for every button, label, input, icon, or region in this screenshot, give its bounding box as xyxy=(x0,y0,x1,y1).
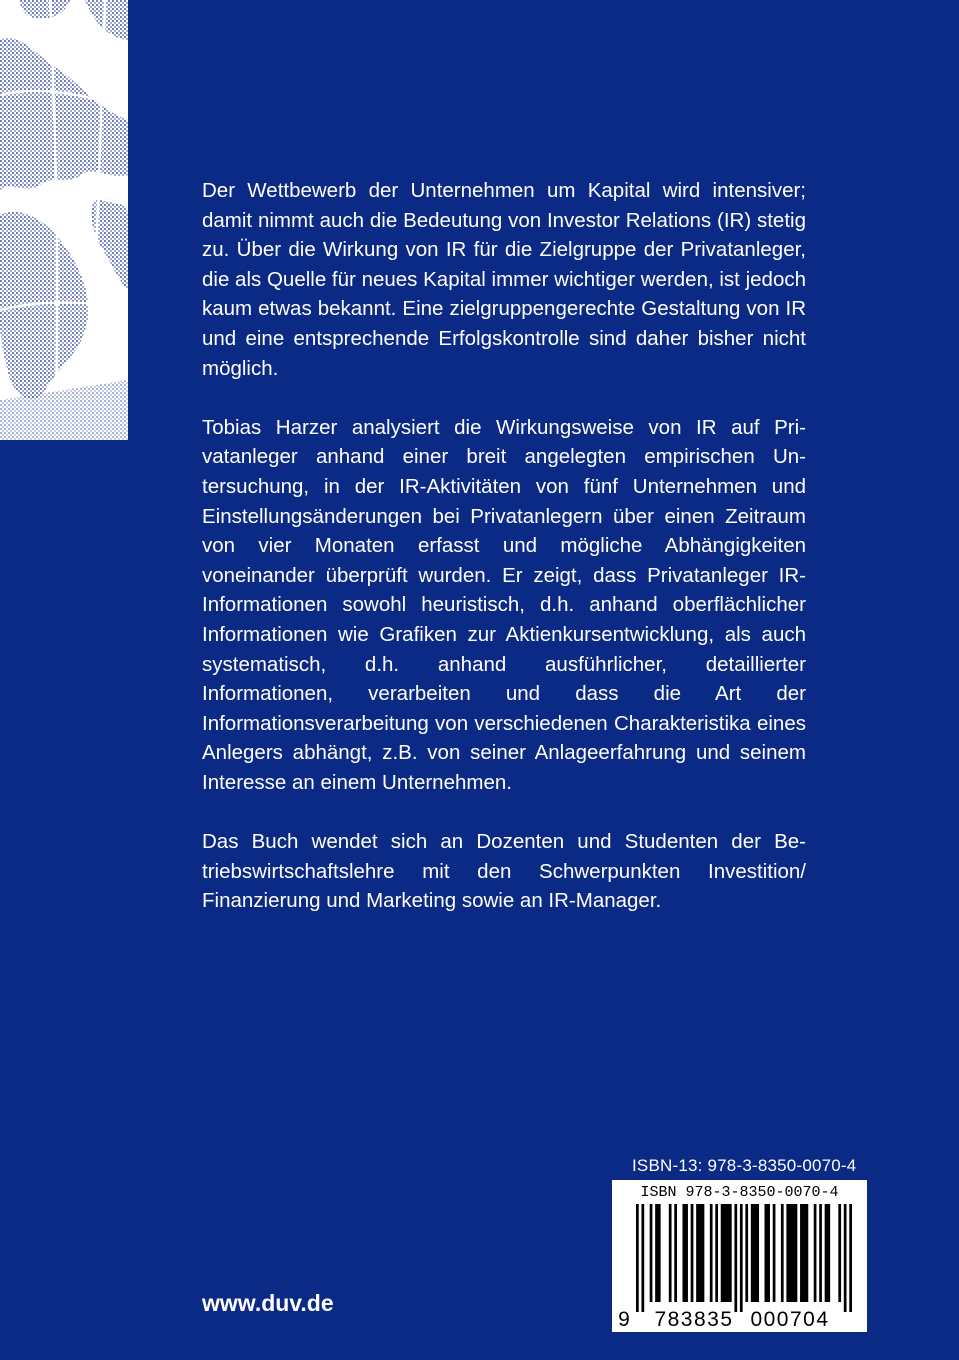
barcode-bar xyxy=(765,1204,770,1302)
barcode-bar xyxy=(655,1204,660,1302)
barcode-bar xyxy=(691,1204,694,1302)
barcode-bar xyxy=(636,1204,639,1312)
barcode-bar xyxy=(844,1204,847,1312)
barcode-bar xyxy=(721,1204,732,1302)
barcode-digits-right: 000704 xyxy=(750,1308,830,1331)
blurb-paragraph-3: Das Buch wendet sich an Dozenten und Studenten der Betriebswirtschaftslehre mit den Schwerpunkten Investition/ Finanzierung und Marketing sowie an IR-Manager. xyxy=(202,830,806,913)
barcode-bar xyxy=(825,1204,830,1302)
barcode-bar xyxy=(641,1204,644,1312)
barcode-bar xyxy=(669,1204,672,1302)
barcode-bar xyxy=(786,1204,797,1302)
barcode-bar xyxy=(819,1204,822,1302)
barcode-bar xyxy=(682,1204,687,1302)
globe-illustration xyxy=(0,0,128,440)
blurb xyxy=(202,176,806,945)
barcode-bar xyxy=(814,1204,817,1302)
blurb-paragraph-2: Tobias Harzer analysiert die Wirkungsweise von IR auf Privatanleger anhand einer breit angelegten empirischen Untersuchung, in der IR-Aktivitäten von fünf Unternehmen und Einstellungsänderungen bei Privatanlegern über einen Zeitraum von vier Monaten erfasst und mögliche Abhängigkeiten voneinander überprüft wurden. Er zeigt, dass Privatanleger IR-Informationen sowohl heuristisch, d.h. anhand oberflächlicher Informationen wie Grafiken zur Aktienkursentwicklung, als auch systematisch, d.h. anhand ausführlicher, detaillierter Informationen, verarbeiten und dass die Art der Informationsverarbeitung von verschiedenen Charakteristika eines Anlegers abhängt, z.B. von seiner Anlageerfahrung und seinem Interesse an einem Unternehmen. xyxy=(202,415,806,794)
barcode-bar xyxy=(838,1204,841,1302)
barcode-bar xyxy=(800,1204,808,1302)
barcode-bar xyxy=(734,1204,737,1312)
barcode-bar xyxy=(745,1204,748,1302)
barcode-bars xyxy=(636,1204,852,1312)
barcode-caption: ISBN 978-3-8350-0070-4 xyxy=(640,1184,839,1201)
barcode-bar xyxy=(773,1204,776,1302)
blurb-paragraph-1: Der Wettbewerb der Unternehmen um Kapital wird intensiver; damit nimmt auch die Bedeutung von Investor Relations (IR) stetig zu. Über die Wirkung von IR für die Zielgruppe der Privatanleger, die als Quelle für neues Kapital immer wichtiger werden, ist jedoch kaum etwas bekannt. Eine zielgruppengerechte Gestaltung von IR und eine entsprechende Erfolgskontrolle sind daher bisher nicht möglich. xyxy=(202,179,806,380)
barcode-bar xyxy=(849,1204,852,1312)
barcode-bar xyxy=(674,1204,677,1302)
barcode-bar xyxy=(715,1204,718,1302)
publisher-url[interactable]: www.duv.de xyxy=(202,1290,334,1316)
barcode-bar xyxy=(740,1204,743,1312)
isbn-label: ISBN-13: 978-3-8350-0070-4 xyxy=(632,1156,857,1175)
barcode-digit-first: 9 xyxy=(618,1308,630,1331)
barcode-bar xyxy=(710,1204,713,1302)
barcode-bar xyxy=(781,1204,784,1302)
barcode-bar xyxy=(650,1204,653,1302)
barcode-digits-left: 783835 xyxy=(654,1308,734,1331)
barcode xyxy=(612,1180,867,1332)
barcode-bar xyxy=(696,1204,704,1302)
barcode-bar xyxy=(751,1204,759,1302)
barcode-graphic xyxy=(612,1180,867,1332)
